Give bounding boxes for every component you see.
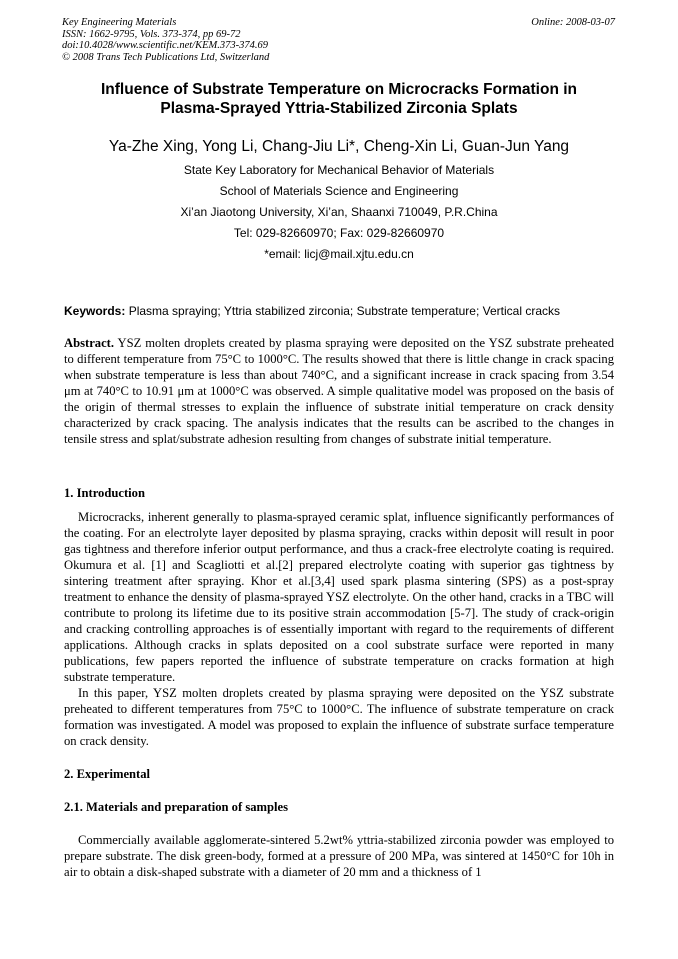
keywords-text: Plasma spraying; Yttria stabilized zirconia; Substrate temperature; Vertical cracks — [125, 304, 560, 318]
intro-paragraph-1: Microcracks, inherent generally to plasma-sprayed ceramic splat, influence significantly performances of the coating. For an electrolyte layer deposited by plasma spraying, cracks within deposit will result in poor gas tightness and therefore inferior output performance, and thus a crack-free electrolyte coating is required. Okumura et al. [1] and Scagliotti et al.[2] prepared electrolyte coating with superior gas tightness by sintering treatment after spraying. Khor et al.[3,4] used spark plasma sintering (SPS) as a post-spray treatment to enhance the density of plasma-sprayed YSZ electrolyte. On the other hand, cracks in a TBC will contribute to prolong its lifetime due to its positive strain accommodation [5-7]. The study of crack-origin and cracking controlling approaches is of essentially important with regard to the requirements of different applications. Although cracks in splats deposited on a cool substrate surface were reported in many publications, few papers reported the influence of substrate temperature on cracks formation at high substrate temperature. — [64, 510, 614, 684]
title-line-1: Influence of Substrate Temperature on Microcracks Formation in — [100, 81, 577, 98]
affiliation-school: School of Materials Science and Engineering — [219, 184, 459, 198]
introduction-body — [64, 509, 614, 749]
affiliation-university: Xi’an Jiaotong University, Xi’an, Shaanxi 710049, P.R.China — [180, 205, 498, 219]
online-date: Online: 2008-03-07 — [531, 17, 615, 28]
author-list: Ya-Zhe Xing, Yong Li, Chang-Jiu Li*, Cheng-Xin Li, Guan-Jun Yang — [108, 138, 570, 155]
abstract-label: Abstract. — [64, 336, 115, 350]
journal-info — [62, 17, 269, 63]
issn-line: ISSN: 1662-9795, Vols. 373-374, pp 69-72 — [62, 28, 241, 40]
affiliation — [30, 160, 648, 265]
materials-body — [64, 832, 614, 880]
abstract-text: YSZ molten droplets created by plasma spraying were deposited on the YSZ substrate preheated to different temperature from 75°C to 1000°C. The results showed that there is little change in crack spacing when substrate temperature is less than about 740°C, and a significant increase in crack spacing from 3.54 μm at 740°C to 10.91 μm at 1000°C was observed. A simple qualitative model was proposed on the basis of the origin of thermal stresses to explain the influence of substrate initial temperature on crack density characterized by crack spacing. The analysis indicates that the results can be ascribed to the changes in tensile stress and splat/substrate adhesion resulting from changes of substrate initial temperature. — [64, 336, 614, 446]
section-heading-experimental: 2. Experimental — [64, 767, 151, 781]
intro-paragraph-2: In this paper, YSZ molten droplets created by plasma spraying were deposited on the YSZ substrate preheated to different temperatures from 75°C to 1000°C. The influence of substrate temperature on crack formation was investigated. A model was proposed to explain the influence of substrate surface temperature on crack density. — [64, 686, 614, 748]
contact-email[interactable]: *email: licj@mail.xjtu.edu.cn — [264, 247, 414, 261]
title-line-2: Plasma-Sprayed Yttria-Stabilized Zirconia Splats — [160, 100, 518, 117]
materials-paragraph: Commercially available agglomerate-sintered 5.2wt% yttria-stabilized zirconia powder was employed to prepare substrate. The disk green-body, formed at a pressure of 200 MPa, was sintered at 1450°C for 10h in air to obtain a disk-shaped substrate with a diameter of 20 mm and a thickness of 1 — [64, 833, 614, 879]
paper-title — [40, 80, 638, 118]
section-heading-introduction: 1. Introduction — [64, 486, 145, 500]
affiliation-lab: State Key Laboratory for Mechanical Behavior of Materials — [183, 163, 495, 177]
contact-phone: Tel: 029-82660970; Fax: 029-82660970 — [233, 226, 445, 240]
doi-line[interactable]: doi:10.4028/www.scientific.net/KEM.373-374.69 — [62, 40, 268, 51]
abstract — [64, 335, 614, 447]
subsection-heading-materials: 2.1. Materials and preparation of samples — [64, 800, 289, 814]
copyright-line: © 2008 Trans Tech Publications Ltd, Switzerland — [62, 51, 270, 63]
keywords — [64, 303, 614, 319]
journal-name: Key Engineering Materials — [62, 17, 177, 28]
keywords-label: Keywords: — [64, 304, 126, 318]
